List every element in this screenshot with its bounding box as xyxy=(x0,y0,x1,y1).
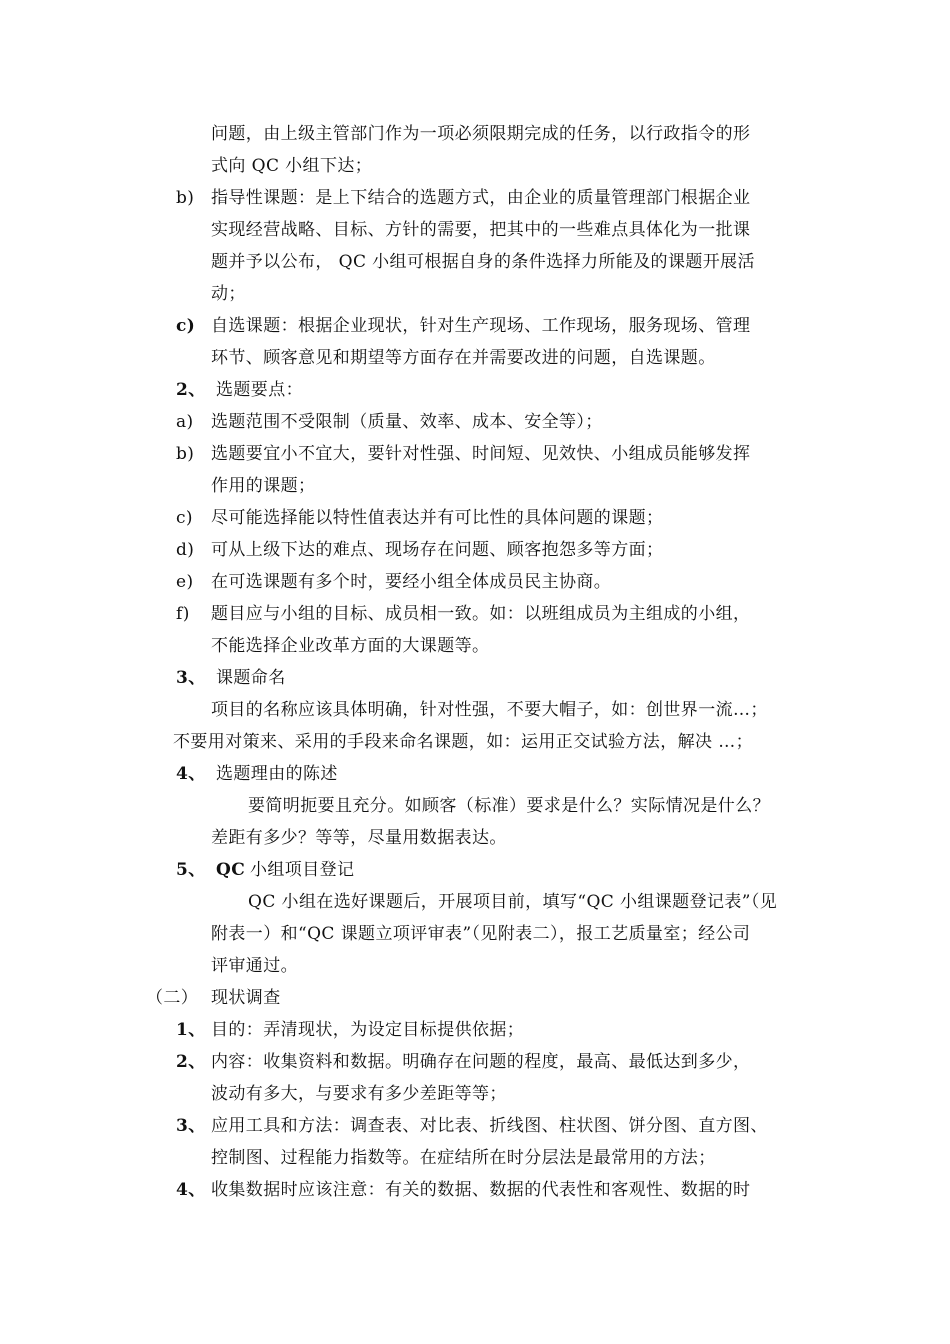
list-number: 2、 xyxy=(176,1052,206,1072)
text-line: 内容：收集资料和数据。明确存在问题的程度，最高、最低达到多少， xyxy=(211,1052,751,1072)
text-line: 问题，由上级主管部门作为一项必须限期完成的任务，以行政指令的形 xyxy=(211,124,751,144)
text-line: 不要用对策来、采用的手段来命名课题，如：运用正交试验方法，解决 …； xyxy=(173,732,754,752)
section-number: 2、 xyxy=(176,380,206,400)
list-marker: a) xyxy=(176,412,194,432)
section-number: 4、 xyxy=(176,764,206,784)
text-line: QC 小组在选好课题后，开展项目前，填写“QC 小组课题登记表”（见 xyxy=(248,892,778,912)
text-line: 题目应与小组的目标、成员相一致。如：以班组成员为主组成的小组， xyxy=(211,604,751,624)
text-line: 不能选择企业改革方面的大课题等。 xyxy=(211,636,490,656)
chapter-number: （二） xyxy=(146,988,199,1008)
list-marker: d) xyxy=(176,540,195,560)
text-line: 收集数据时应该注意：有关的数据、数据的代表性和客观性、数据的时 xyxy=(211,1180,751,1200)
text-line: 要简明扼要且充分。如顾客（标准）要求是什么？实际情况是什么？ xyxy=(248,796,770,816)
text-line: 选题要宜小不宜大，要针对性强、时间短、见效快、小组成员能够发挥 xyxy=(211,444,751,464)
text-line: 环节、顾客意见和期望等方面存在并需要改进的问题，自选课题。 xyxy=(211,348,716,368)
text-line: 选题范围不受限制（质量、效率、成本、安全等）； xyxy=(211,412,603,432)
text-line: 项目的名称应该具体明确，针对性强，不要大帽子，如：创世界一流…； xyxy=(211,700,768,720)
section-heading-prefix: QC xyxy=(216,860,246,880)
list-number: 4、 xyxy=(176,1180,206,1200)
chapter-heading: 现状调查 xyxy=(211,988,281,1008)
text-line: 目的：弄清现状，为设定目标提供依据； xyxy=(211,1020,525,1040)
text-line: 波动有多大，与要求有多少差距等等； xyxy=(211,1084,507,1104)
section-number: 5、 xyxy=(176,860,206,880)
text-line: 动； xyxy=(211,284,246,304)
text-line: 尽可能选择能以特性值表达并有可比性的具体问题的课题； xyxy=(211,508,664,528)
section-heading: 选题要点： xyxy=(216,380,303,400)
list-marker: c) xyxy=(176,508,193,528)
text-line: 自选课题：根据企业现状，针对生产现场、工作现场，服务现场、管理 xyxy=(211,316,751,336)
text-line: 实现经营战略、目标、方针的需要，把其中的一些难点具体化为一批课 xyxy=(211,220,751,240)
list-marker: c) xyxy=(176,316,196,336)
text-line: 式向 QC 小组下达； xyxy=(211,156,373,176)
text-line: 题并予以公布， QC 小组可根据自身的条件选择力所能及的课题开展活 xyxy=(211,252,755,272)
text-line: 在可选课题有多个时，要经小组全体成员民主协商。 xyxy=(211,572,612,592)
list-marker: b) xyxy=(176,188,195,208)
section-heading: 课题命名 xyxy=(216,668,286,688)
text-line: 可从上级下达的难点、现场存在问题、顾客抱怨多等方面； xyxy=(211,540,664,560)
list-number: 3、 xyxy=(176,1116,206,1136)
text-line: 附表一）和“QC 课题立项评审表”（见附表二），报工艺质量室；经公司 xyxy=(211,924,751,944)
list-marker: f) xyxy=(176,604,190,624)
text-line: 指导性课题：是上下结合的选题方式，由企业的质量管理部门根据企业 xyxy=(211,188,751,208)
list-marker: e) xyxy=(176,572,194,592)
text-line: 控制图、过程能力指数等。在症结所在时分层法是最常用的方法； xyxy=(211,1148,716,1168)
list-number: 1、 xyxy=(176,1020,206,1040)
section-heading: 选题理由的陈述 xyxy=(216,764,338,784)
text-line: 应用工具和方法：调查表、对比表、折线图、柱状图、饼分图、直方图、 xyxy=(211,1116,768,1136)
list-marker: b) xyxy=(176,444,195,464)
section-number: 3、 xyxy=(176,668,206,688)
text-line: 评审通过。 xyxy=(211,956,298,976)
text-line: 差距有多少？等等，尽量用数据表达。 xyxy=(211,828,507,848)
text-line: 作用的课题； xyxy=(211,476,316,496)
section-heading: 小组项目登记 xyxy=(250,860,355,880)
